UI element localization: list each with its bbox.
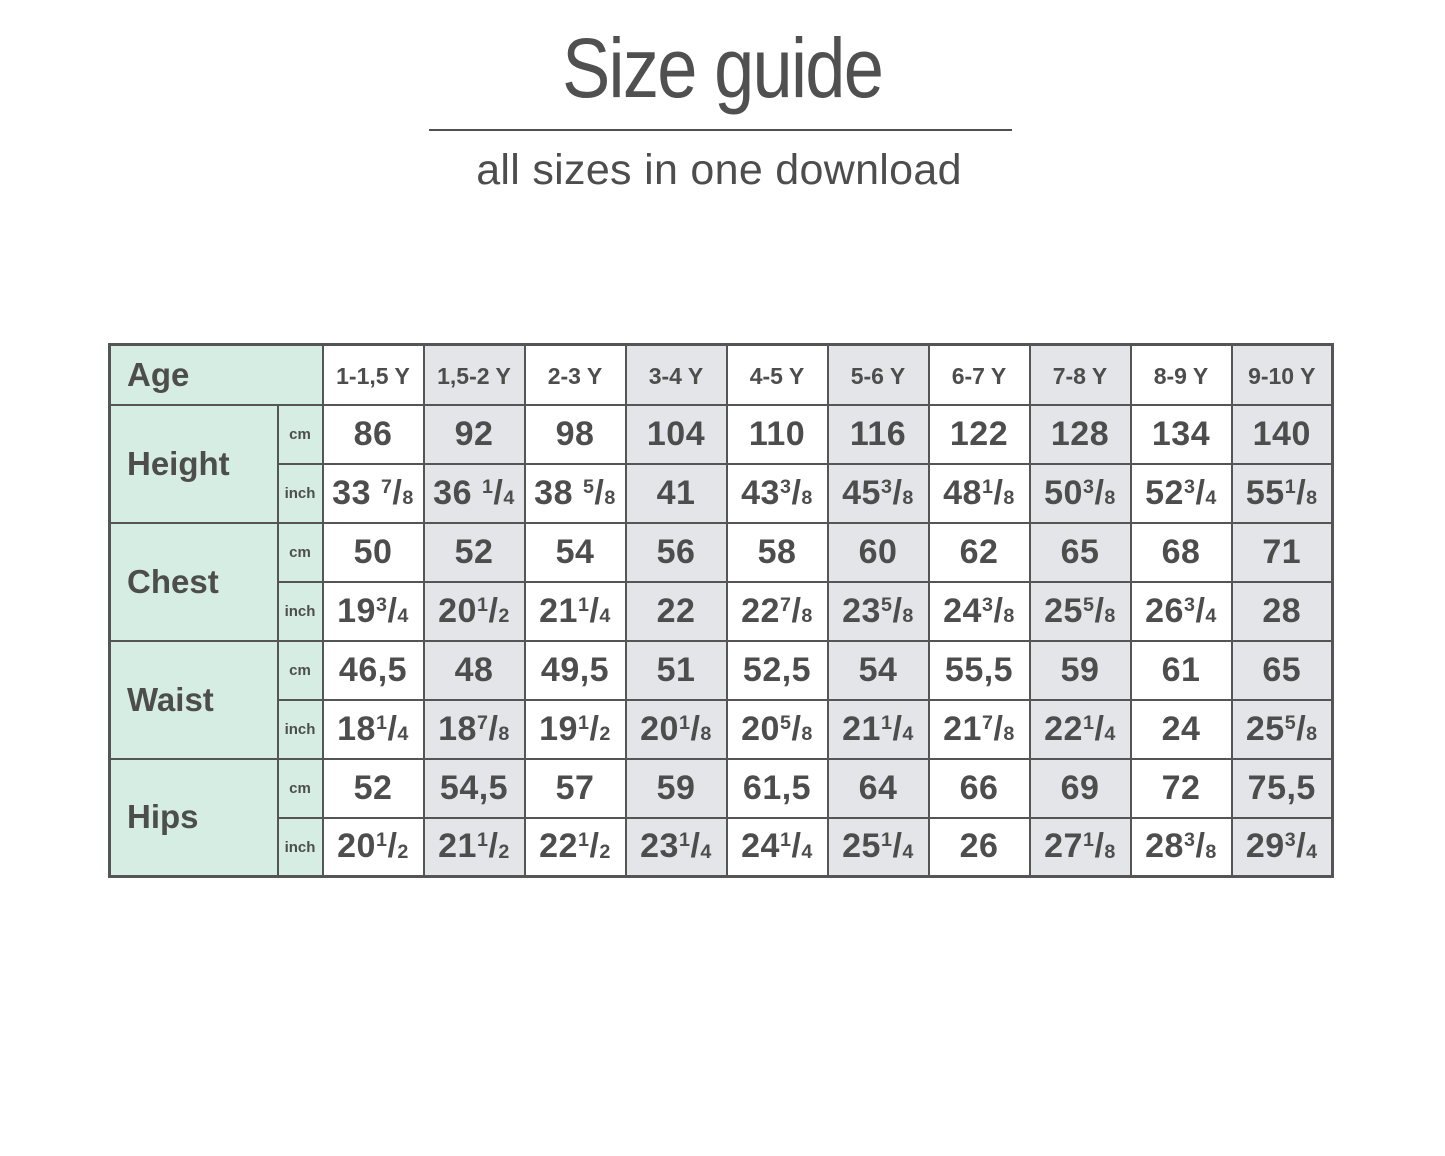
chest-cm-cell: 58 <box>727 523 828 582</box>
height-cm-cell: 98 <box>525 405 626 464</box>
hips-cm-cell: 64 <box>828 759 929 818</box>
chest-cm-cell: 60 <box>828 523 929 582</box>
height-inch-cell: 38 $^5/_8$ <box>525 464 626 523</box>
hips-inch-cell: $21^1/_2$ <box>424 818 525 877</box>
waist-inch-row <box>110 700 1333 759</box>
waist-cm-cell: 55,5 <box>929 641 1030 700</box>
chest-cm-row <box>110 523 1333 582</box>
hips-inch-cell: $20^1/_2$ <box>323 818 424 877</box>
waist-inch-cell: $25^5/_8$ <box>1232 700 1333 759</box>
cm-unit-label: cm <box>278 523 323 582</box>
chest-cm-cell: 56 <box>626 523 727 582</box>
age-header-cell: 2-3 Y <box>525 345 626 405</box>
hips-inch-row <box>110 818 1333 877</box>
waist-cm-cell: 48 <box>424 641 525 700</box>
waist-cm-cell: 49,5 <box>525 641 626 700</box>
chest-inch-cell: $19^3/_4$ <box>323 582 424 641</box>
height-inch-cell: $50^3/_8$ <box>1030 464 1131 523</box>
hips-inch-cell: $23^1/_4$ <box>626 818 727 877</box>
hips-label: Hips <box>110 759 278 877</box>
chest-inch-cell: $23^5/_8$ <box>828 582 929 641</box>
height-cm-cell: 116 <box>828 405 929 464</box>
hips-cm-cell: 52 <box>323 759 424 818</box>
chest-inch-cell: $20^1/_2$ <box>424 582 525 641</box>
chest-inch-cell: $25^5/_8$ <box>1030 582 1131 641</box>
age-header-cell: 1,5-2 Y <box>424 345 525 405</box>
waist-cm-cell: 46,5 <box>323 641 424 700</box>
hips-cm-cell: 54,5 <box>424 759 525 818</box>
chest-cm-cell: 62 <box>929 523 1030 582</box>
waist-cm-cell: 65 <box>1232 641 1333 700</box>
height-cm-cell: 104 <box>626 405 727 464</box>
waist-inch-cell: $21^7/_8$ <box>929 700 1030 759</box>
waist-inch-cell: $22^1/_4$ <box>1030 700 1131 759</box>
chest-cm-cell: 52 <box>424 523 525 582</box>
hips-inch-cell: $29^3/_4$ <box>1232 818 1333 877</box>
height-inch-row <box>110 464 1333 523</box>
cm-unit-label: cm <box>278 641 323 700</box>
age-header-cell: 1-1,5 Y <box>323 345 424 405</box>
chest-inch-cell: $21^1/_4$ <box>525 582 626 641</box>
waist-cm-row <box>110 641 1333 700</box>
height-cm-cell: 122 <box>929 405 1030 464</box>
chest-label: Chest <box>110 523 278 641</box>
chest-cm-cell: 50 <box>323 523 424 582</box>
height-inch-cell: $52^3/_4$ <box>1131 464 1232 523</box>
height-cm-row <box>110 405 1333 464</box>
age-header-cell: 7-8 Y <box>1030 345 1131 405</box>
hips-inch-cell: $28^3/_8$ <box>1131 818 1232 877</box>
height-cm-cell: 128 <box>1030 405 1131 464</box>
chest-cm-cell: 68 <box>1131 523 1232 582</box>
waist-cm-cell: 51 <box>626 641 727 700</box>
hips-cm-cell: 69 <box>1030 759 1131 818</box>
cm-unit-label: cm <box>278 405 323 464</box>
age-row <box>110 345 1333 405</box>
size-table <box>108 343 1334 878</box>
waist-inch-cell: $19^1/_2$ <box>525 700 626 759</box>
hips-inch-cell: $22^1/_2$ <box>525 818 626 877</box>
chest-inch-cell: 22 <box>626 582 727 641</box>
inch-unit-label: inch <box>278 464 323 523</box>
hips-inch-cell: $24^1/_4$ <box>727 818 828 877</box>
height-inch-cell: $55^1/_8$ <box>1232 464 1333 523</box>
waist-label: Waist <box>110 641 278 759</box>
page-title: Size guide <box>562 21 883 115</box>
age-header-cell: 5-6 Y <box>828 345 929 405</box>
hips-cm-cell: 72 <box>1131 759 1232 818</box>
waist-cm-cell: 52,5 <box>727 641 828 700</box>
inch-unit-label: inch <box>278 582 323 641</box>
hips-inch-cell: 26 <box>929 818 1030 877</box>
height-inch-cell: $43^3/_8$ <box>727 464 828 523</box>
height-inch-cell: 33 $^7/_8$ <box>323 464 424 523</box>
chest-inch-cell: $26^3/_4$ <box>1131 582 1232 641</box>
waist-inch-cell: $20^5/_8$ <box>727 700 828 759</box>
hips-cm-cell: 75,5 <box>1232 759 1333 818</box>
inch-unit-label: inch <box>278 818 323 877</box>
age-header-cell: 8-9 Y <box>1131 345 1232 405</box>
height-inch-cell: 41 <box>626 464 727 523</box>
waist-inch-cell: $21^1/_4$ <box>828 700 929 759</box>
height-inch-cell: $45^3/_8$ <box>828 464 929 523</box>
height-cm-cell: 140 <box>1232 405 1333 464</box>
waist-cm-cell: 54 <box>828 641 929 700</box>
age-header-cell: 9-10 Y <box>1232 345 1333 405</box>
waist-cm-cell: 61 <box>1131 641 1232 700</box>
chest-inch-cell: 28 <box>1232 582 1333 641</box>
hips-cm-cell: 57 <box>525 759 626 818</box>
chest-cm-cell: 71 <box>1232 523 1333 582</box>
hips-inch-cell: $27^1/_8$ <box>1030 818 1131 877</box>
height-cm-cell: 134 <box>1131 405 1232 464</box>
hips-inch-cell: $25^1/_4$ <box>828 818 929 877</box>
age-header-cell: 3-4 Y <box>626 345 727 405</box>
height-label: Height <box>110 405 278 523</box>
chest-inch-row <box>110 582 1333 641</box>
chest-cm-cell: 54 <box>525 523 626 582</box>
height-cm-cell: 86 <box>323 405 424 464</box>
page-subtitle: all sizes in one download <box>476 146 962 194</box>
height-inch-cell: 36 $^1/_4$ <box>424 464 525 523</box>
age-header-cell: 4-5 Y <box>727 345 828 405</box>
cm-unit-label: cm <box>278 759 323 818</box>
chest-inch-cell: $22^7/_8$ <box>727 582 828 641</box>
waist-inch-cell: 24 <box>1131 700 1232 759</box>
height-inch-cell: $48^1/_8$ <box>929 464 1030 523</box>
age-header-cell: 6-7 Y <box>929 345 1030 405</box>
height-cm-cell: 92 <box>424 405 525 464</box>
age-label: Age <box>110 345 323 405</box>
waist-cm-cell: 59 <box>1030 641 1131 700</box>
waist-inch-cell: $18^1/_4$ <box>323 700 424 759</box>
title-divider <box>429 129 1012 131</box>
height-cm-cell: 110 <box>727 405 828 464</box>
size-table-body <box>110 345 1333 877</box>
hips-cm-cell: 59 <box>626 759 727 818</box>
hips-cm-cell: 66 <box>929 759 1030 818</box>
hips-cm-cell: 61,5 <box>727 759 828 818</box>
hips-cm-row <box>110 759 1333 818</box>
waist-inch-cell: $20^1/_8$ <box>626 700 727 759</box>
inch-unit-label: inch <box>278 700 323 759</box>
chest-cm-cell: 65 <box>1030 523 1131 582</box>
waist-inch-cell: $18^7/_8$ <box>424 700 525 759</box>
chest-inch-cell: $24^3/_8$ <box>929 582 1030 641</box>
